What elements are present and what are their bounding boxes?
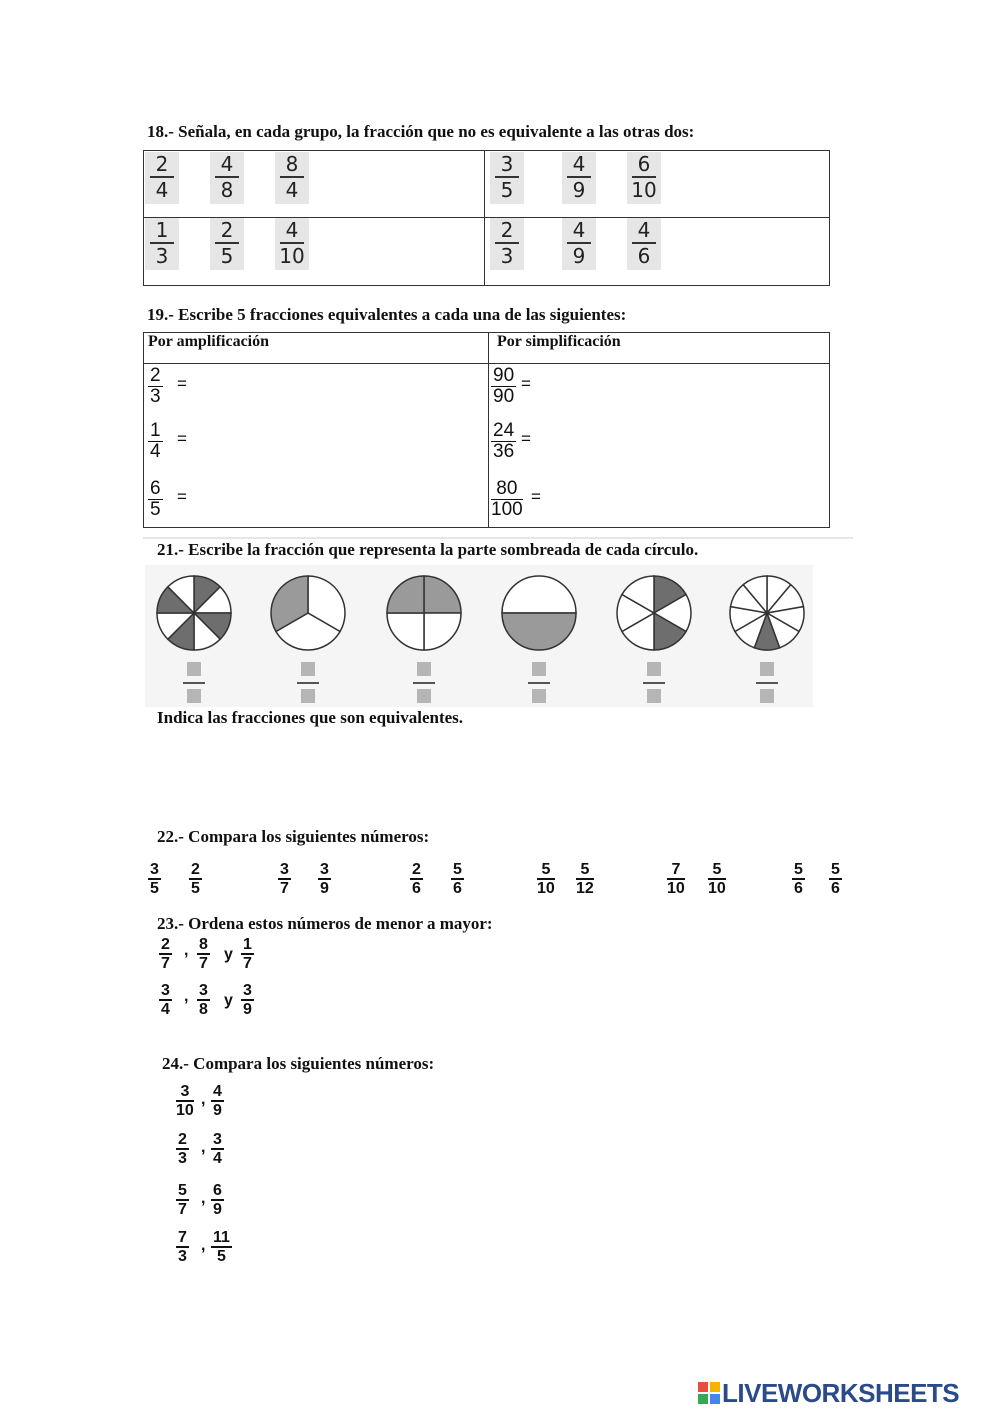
q19-equals: = — [177, 429, 187, 448]
empty-sector — [424, 613, 461, 650]
q23-comma: , — [184, 988, 189, 1005]
q22-fraction-left — [278, 861, 291, 897]
denominator: 3 — [178, 1150, 187, 1167]
numerator: 8 — [199, 936, 208, 953]
q18-fraction — [145, 152, 179, 204]
q19-left-fraction — [148, 366, 163, 407]
denominator: 3 — [500, 244, 514, 268]
numerator: 5 — [453, 861, 462, 878]
denominator: 10 — [631, 178, 657, 202]
q23-and: y — [224, 992, 233, 1009]
q18-fraction — [490, 218, 524, 270]
numerator: 2 — [191, 861, 200, 878]
q22-fraction-left — [410, 861, 423, 897]
numerator: 11 — [213, 1229, 230, 1246]
denominator: 5 — [191, 880, 200, 897]
q23-comma: , — [184, 942, 189, 959]
denominator: 12 — [576, 880, 594, 897]
numerator: 5 — [831, 861, 840, 878]
denominator-answer-box[interactable] — [417, 689, 431, 703]
q22-fraction-left — [148, 861, 161, 897]
liveworksheets-logo — [698, 1378, 990, 1408]
numerator: 3 — [280, 861, 289, 878]
q18-fraction — [562, 218, 596, 270]
numerator: 2 — [178, 1131, 187, 1148]
shaded-sector — [387, 576, 424, 613]
denominator: 9 — [213, 1201, 222, 1218]
denominator: 10 — [176, 1102, 194, 1119]
denominator: 10 — [279, 244, 305, 268]
empty-sector — [387, 613, 424, 650]
numerator: 3 — [161, 982, 170, 999]
q18-fraction — [627, 218, 661, 270]
denominator: 7 — [199, 955, 208, 972]
fraction-circle — [387, 576, 461, 650]
denominator: 4 — [155, 178, 169, 202]
denominator: 90 — [493, 386, 515, 407]
numerator: 6 — [150, 478, 161, 499]
numerator: 6 — [213, 1182, 222, 1199]
q22-fraction-right — [708, 861, 726, 897]
q23-fraction — [197, 982, 210, 1018]
q24-fraction-right — [211, 1182, 224, 1218]
q18-fraction — [210, 218, 244, 270]
q24-title: 24.- Compara los siguientes números: — [162, 1054, 435, 1073]
numerator: 4 — [213, 1083, 222, 1100]
shaded-sector — [502, 613, 576, 650]
numerator: 4 — [215, 152, 239, 178]
fraction-bar — [643, 682, 665, 684]
q24-comma: , — [201, 1091, 206, 1108]
numerator: 1 — [150, 218, 174, 244]
denominator: 10 — [537, 880, 555, 897]
numerator: 1 — [243, 936, 252, 953]
q24-fraction-left — [176, 1229, 189, 1265]
q23-fraction — [159, 982, 172, 1018]
q19-equals: = — [521, 429, 531, 448]
q22-fraction-right — [189, 861, 202, 897]
numerator: 2 — [161, 936, 170, 953]
q18-fraction — [490, 152, 524, 204]
denominator: 5 — [150, 499, 161, 520]
q24-fraction-left — [176, 1182, 189, 1218]
numerator: 5 — [576, 861, 594, 880]
q24-fraction-left — [176, 1131, 189, 1167]
q21-title: 21.- Escribe la fracción que representa la parte sombreada de cada círculo. — [157, 540, 699, 559]
q22-fraction-right — [576, 861, 594, 897]
q24-fraction-left — [176, 1083, 194, 1119]
numerator: 90 — [493, 365, 515, 386]
q22-fraction-left — [667, 861, 685, 897]
denominator: 7 — [280, 880, 289, 897]
denominator-answer-box[interactable] — [301, 689, 315, 703]
q18-fraction — [562, 152, 596, 204]
q19-equals: = — [531, 487, 541, 506]
q24-comma: , — [201, 1237, 206, 1254]
q23-fraction — [241, 936, 254, 972]
numerator: 5 — [794, 861, 803, 878]
denominator: 4 — [213, 1150, 222, 1167]
denominator: 4 — [285, 178, 299, 202]
denominator: 6 — [412, 880, 421, 897]
denominator-answer-box[interactable] — [187, 689, 201, 703]
fraction-bar — [756, 682, 778, 684]
q23-fraction — [241, 982, 254, 1018]
denominator: 9 — [320, 880, 329, 897]
numerator: 80 — [491, 479, 523, 500]
q18-fraction — [275, 218, 309, 270]
numerator: 7 — [667, 861, 685, 880]
numerator-answer-box[interactable] — [417, 662, 431, 676]
q22-fraction-right — [451, 861, 464, 897]
q18-fraction — [627, 152, 661, 204]
numerator: 6 — [632, 152, 656, 178]
denominator: 6 — [831, 880, 840, 897]
q24-fraction-right — [211, 1229, 232, 1265]
denominator: 9 — [572, 244, 586, 268]
numerator: 2 — [215, 218, 239, 244]
numerator: 3 — [213, 1131, 222, 1148]
numerator-answer-box[interactable] — [760, 662, 774, 676]
denominator-answer-box[interactable] — [647, 689, 661, 703]
denominator: 9 — [243, 1001, 252, 1018]
denominator: 9 — [572, 178, 586, 202]
denominator: 6 — [637, 244, 651, 268]
numerator: 2 — [150, 365, 161, 386]
denominator: 7 — [161, 955, 170, 972]
denominator: 5 — [150, 880, 159, 897]
fraction-circle — [271, 576, 345, 650]
q19-title: 19.- Escribe 5 fracciones equivalentes a cada una de las siguientes: — [147, 305, 627, 324]
q21-divider — [143, 537, 853, 539]
denominator: 10 — [708, 880, 726, 897]
denominator: 10 — [667, 880, 685, 897]
numerator: 3 — [243, 982, 252, 999]
fraction-circle — [157, 576, 231, 650]
q19-equals: = — [521, 374, 531, 393]
q24-fraction-right — [211, 1083, 224, 1119]
denominator: 9 — [213, 1102, 222, 1119]
q19-col-amplificacion: Por amplificación — [144, 333, 489, 364]
numerator: 5 — [537, 861, 555, 880]
numerator-answer-box[interactable] — [187, 662, 201, 676]
fraction-circle — [617, 576, 691, 650]
numerator-answer-box[interactable] — [532, 662, 546, 676]
q18-fraction — [210, 152, 244, 204]
numerator: 3 — [495, 152, 519, 178]
q22-fraction-left — [537, 861, 555, 897]
q19-left-fraction — [148, 421, 163, 462]
q22-fraction-right — [318, 861, 331, 897]
numerator: 7 — [178, 1229, 187, 1246]
empty-sector — [502, 576, 576, 613]
denominator: 7 — [243, 955, 252, 972]
q19-equals: = — [177, 487, 187, 506]
denominator: 8 — [220, 178, 234, 202]
numerator: 5 — [178, 1182, 187, 1199]
q19-right-fraction — [491, 421, 516, 462]
numerator: 3 — [150, 861, 159, 878]
denominator: 4 — [150, 441, 161, 462]
q23-and: y — [224, 946, 233, 963]
numerator: 2 — [150, 152, 174, 178]
denominator: 5 — [500, 178, 514, 202]
numerator: 3 — [320, 861, 329, 878]
q21-circles — [145, 565, 813, 707]
fraction-bar — [297, 682, 319, 684]
denominator: 5 — [217, 1248, 226, 1265]
numerator: 2 — [495, 218, 519, 244]
liveworksheets-logo-icon — [698, 1382, 720, 1404]
denominator: 36 — [493, 441, 515, 462]
denominator-answer-box[interactable] — [760, 689, 774, 703]
q18-table — [143, 150, 830, 286]
numerator-answer-box[interactable] — [647, 662, 661, 676]
q19-right-fraction — [491, 479, 523, 520]
q24-comma: , — [201, 1139, 206, 1156]
fraction-bar — [528, 682, 550, 684]
numerator: 2 — [412, 861, 421, 878]
q24-comma: , — [201, 1190, 206, 1207]
denominator: 100 — [491, 499, 523, 520]
q18-fraction — [145, 218, 179, 270]
denominator: 5 — [220, 244, 234, 268]
q19-left-fraction — [148, 479, 163, 520]
denominator: 6 — [794, 880, 803, 897]
q21-subtitle: Indica las fracciones que son equivalentes. — [157, 708, 464, 727]
q19-equals: = — [177, 374, 187, 393]
q19-right-fraction — [491, 366, 516, 407]
q19-col-simplificacion: Por simplificación — [489, 333, 830, 364]
q18-title: 18.- Señala, en cada grupo, la fracción que no es equivalente a las otras dos: — [147, 122, 695, 141]
numerator: 1 — [150, 420, 161, 441]
q19-table — [143, 332, 830, 528]
numerator: 4 — [567, 218, 591, 244]
denominator-answer-box[interactable] — [532, 689, 546, 703]
fraction-bar — [413, 682, 435, 684]
q23-title: 23.- Ordena estos números de menor a mayor: — [157, 914, 493, 933]
q22-fraction-left — [792, 861, 805, 897]
denominator: 3 — [178, 1248, 187, 1265]
numerator: 5 — [708, 861, 726, 880]
denominator: 4 — [161, 1001, 170, 1018]
fraction-circle — [502, 576, 576, 650]
q22-fraction-right — [829, 861, 842, 897]
q24-fraction-right — [211, 1131, 224, 1167]
q18-fraction — [275, 152, 309, 204]
fraction-circle — [730, 576, 804, 650]
q22-title: 22.- Compara los siguientes números: — [157, 827, 430, 846]
denominator: 6 — [453, 880, 462, 897]
numerator: 3 — [176, 1083, 194, 1102]
denominator: 7 — [178, 1201, 187, 1218]
numerator: 4 — [632, 218, 656, 244]
q23-fraction — [197, 936, 210, 972]
numerator: 3 — [199, 982, 208, 999]
fraction-bar — [183, 682, 205, 684]
denominator: 3 — [150, 386, 161, 407]
q23-fraction — [159, 936, 172, 972]
numerator: 4 — [280, 218, 304, 244]
liveworksheets-logo-text: LIVEWORKSHEETS — [722, 1378, 960, 1408]
shaded-sector — [424, 576, 461, 613]
numerator: 24 — [493, 420, 515, 441]
numerator: 4 — [567, 152, 591, 178]
numerator-answer-box[interactable] — [301, 662, 315, 676]
numerator: 8 — [280, 152, 304, 178]
denominator: 3 — [155, 244, 169, 268]
denominator: 8 — [199, 1001, 208, 1018]
